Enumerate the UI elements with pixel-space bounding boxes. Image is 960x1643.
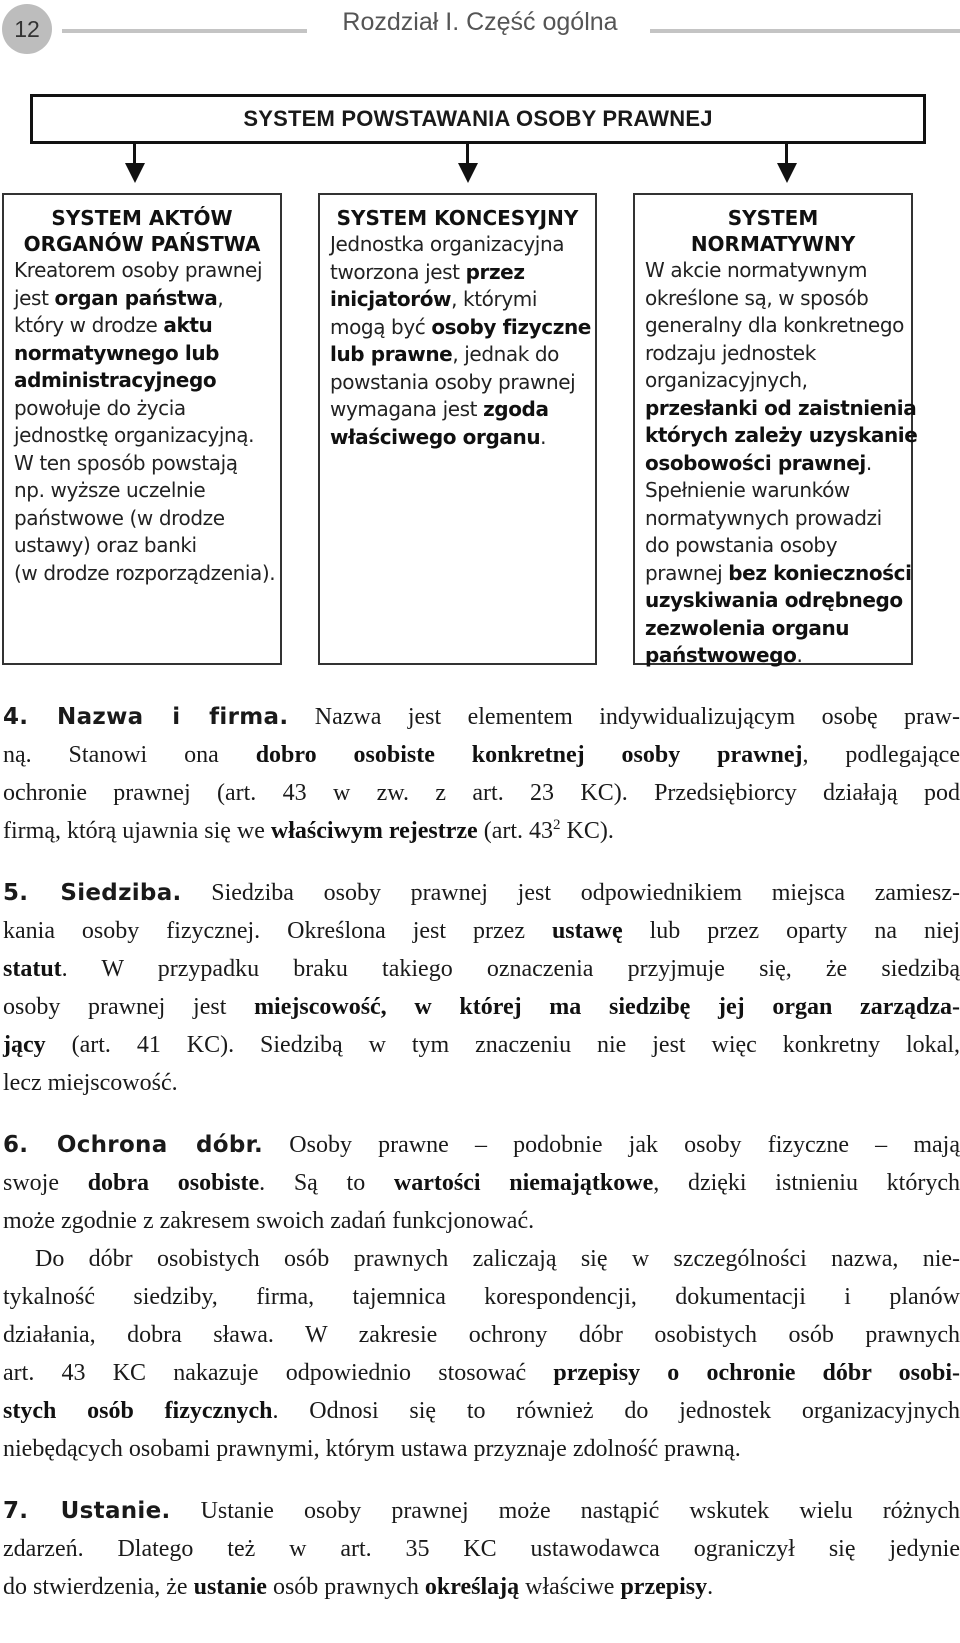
box-system-koncesyjny xyxy=(318,193,597,665)
box-system-aktow xyxy=(2,193,282,665)
box-text: prawnej bez konieczności xyxy=(645,560,912,585)
text-line: statut. W przypadku braku takiego oznaczenia przyjmuje się, że siedzibą xyxy=(3,956,960,982)
text-line: kania osoby fizycznej. Określona jest przez ustawę lub przez oparty na niej xyxy=(3,918,960,944)
text-line: tykalność siedziby, firma, tajemnica korespondencji, dokumentacji i planów xyxy=(3,1284,960,1310)
box-text: osobowości prawnej. xyxy=(645,450,872,475)
text-line: osoby prawnej jest miejscowość, w której ma siedzibę jej organ zarządza- xyxy=(3,994,960,1020)
box-text: Spełnienie warunków xyxy=(645,478,850,502)
box-text: mogą być osoby fizyczne xyxy=(330,314,591,339)
text-line: ochronie prawnej (art. 43 w zw. z art. 23 KC). Przedsiębiorcy działają pod xyxy=(3,780,960,806)
text-line: swoje dobra osobiste. Są to wartości niemajątkowe, dzięki istnieniu których xyxy=(3,1170,960,1196)
text-line: jący (art. 41 KC). Siedzibą w tym znaczeniu nie jest więc konkretny lokal, xyxy=(3,1032,960,1058)
box-text: administracyjnego xyxy=(14,368,217,392)
text-line: 5. Siedziba. Siedziba osoby prawnej jest odpowiednikiem miejsca zamiesz- xyxy=(3,880,960,906)
section-heading: 6. Ochrona dóbr. xyxy=(3,1132,264,1158)
arrow-down-icon xyxy=(777,163,797,183)
body-text xyxy=(3,698,960,1606)
box-text: inicjatorów, którymi xyxy=(330,287,538,311)
diagram-title: SYSTEM POWSTAWANIA OSOBY PRAWNEJ xyxy=(243,106,713,131)
box-text: normatywnego lub xyxy=(14,340,220,365)
text-line: lecz miejscowość. xyxy=(3,1070,178,1096)
chapter-title: Rozdział I. Część ogólna xyxy=(342,8,618,36)
text-line: 4. Nazwa i firma. Nazwa jest elementem indywidualizującym osobę praw- xyxy=(3,704,960,730)
box-text: W ten sposób powstają xyxy=(14,450,238,475)
box-text: państwowe (w drodze xyxy=(14,505,225,530)
text-line: art. 43 KC nakazuje odpowiednio stosować przepisy o ochronie dóbr osobi- xyxy=(3,1360,960,1386)
text-line: Do dóbr osobistych osób prawnych zaliczają się w szczególności nazwa, nie- xyxy=(35,1246,960,1272)
text-line: działania, dobra sława. W zakresie ochrony dóbr osobistych osób prawnych xyxy=(3,1322,960,1348)
section-heading: 7. Ustanie. xyxy=(3,1498,171,1524)
box-text: normatywnych prowadzi xyxy=(645,505,882,530)
diagram-title-box xyxy=(30,94,926,144)
box-text: państwowego. xyxy=(645,643,803,667)
box-text: powstania osoby prawnej xyxy=(330,369,576,394)
box-text: (w drodze rozporządzenia). xyxy=(14,560,276,585)
box-text: Jednostka organizacyjna xyxy=(330,232,565,256)
text-line: niebędących osobami prawnymi, którym ustawa przyznaje zdolność prawną. xyxy=(3,1436,741,1462)
box-text: ustawy) oraz banki xyxy=(14,533,197,557)
section-nazwa-i-firma xyxy=(3,698,960,850)
box-text: określone są, w sposób xyxy=(645,285,869,310)
box-text: zezwolenia organu xyxy=(645,615,850,640)
section-ochrona-dobr xyxy=(3,1126,960,1468)
box-text: organizacyjnych, xyxy=(645,368,808,392)
box-system-normatywny xyxy=(633,193,918,667)
box-text: powołuje do życia xyxy=(14,395,186,420)
text-line: 6. Ochrona dóbr. Osoby prawne – podobnie jak osoby fizyczne – mają xyxy=(3,1132,960,1158)
text-line: 7. Ustanie. Ustanie osoby prawnej może nastąpić wskutek wielu różnych xyxy=(3,1498,960,1524)
box-text: lub prawne, jednak do xyxy=(330,342,560,366)
box-text: do powstania osoby xyxy=(645,533,838,557)
box-text: rodzaju jednostek xyxy=(645,340,816,365)
text-line: stych osób fizycznych. Odnosi się to również do jednostek organizacyjnych xyxy=(3,1398,960,1424)
text-line: do stwierdzenia, że ustanie osób prawnych określają właściwe przepisy. xyxy=(3,1574,714,1600)
header-rule-left xyxy=(62,29,307,33)
box-text: wymagana jest zgoda xyxy=(330,397,549,421)
section-heading: 5. Siedziba. xyxy=(3,880,182,906)
box-text: generalny dla konkretnego xyxy=(645,313,904,337)
box-text: uzyskiwania odrębnego xyxy=(645,588,903,612)
section-heading: 4. Nazwa i firma. xyxy=(3,704,289,730)
arrow-down-icon xyxy=(458,163,478,183)
box-title: SYSTEM KONCESYJNY xyxy=(336,206,579,230)
text-line: może zgodnie z zakresem swoich zadań funkcjonować. xyxy=(3,1208,535,1234)
text-line: firmą, którą ujawnia się we właściwym rejestrze (art. $43^2$ KC). xyxy=(3,817,614,844)
box-text: np. wyższe uczelnie xyxy=(14,478,206,502)
box-text: właściwego organu. xyxy=(330,424,547,449)
arrow-down-icon xyxy=(125,163,145,183)
box-text: który w drodze aktu xyxy=(14,313,213,337)
box-text: których zależy uzyskanie xyxy=(645,423,918,447)
text-line: ną. Stanowi ona dobro osobiste konkretnej osoby prawnej, podlegające xyxy=(3,742,960,768)
section-siedziba xyxy=(3,874,960,1102)
section-ustanie xyxy=(3,1492,960,1606)
box-title: ORGANÓW PAŃSTWA xyxy=(23,232,261,256)
box-title: SYSTEM AKTÓW xyxy=(51,206,233,230)
page-number: 12 xyxy=(2,4,52,54)
text-line: zdarzeń. Dlatego też w art. 35 KC ustawodawca ograniczył się jedynie xyxy=(3,1536,960,1562)
box-title: SYSTEM NORMATYWNY xyxy=(690,206,856,256)
box-text: jest organ państwa, xyxy=(14,285,224,310)
box-text: przesłanki od zaistnienia xyxy=(645,395,917,420)
box-text: W akcie normatywnym xyxy=(645,258,868,282)
box-text: jednostkę organizacyjną. xyxy=(14,423,255,447)
box-text: Kreatorem osoby prawnej xyxy=(14,258,263,282)
header-rule-right xyxy=(650,29,960,33)
box-text: tworzona jest przez xyxy=(330,259,525,284)
